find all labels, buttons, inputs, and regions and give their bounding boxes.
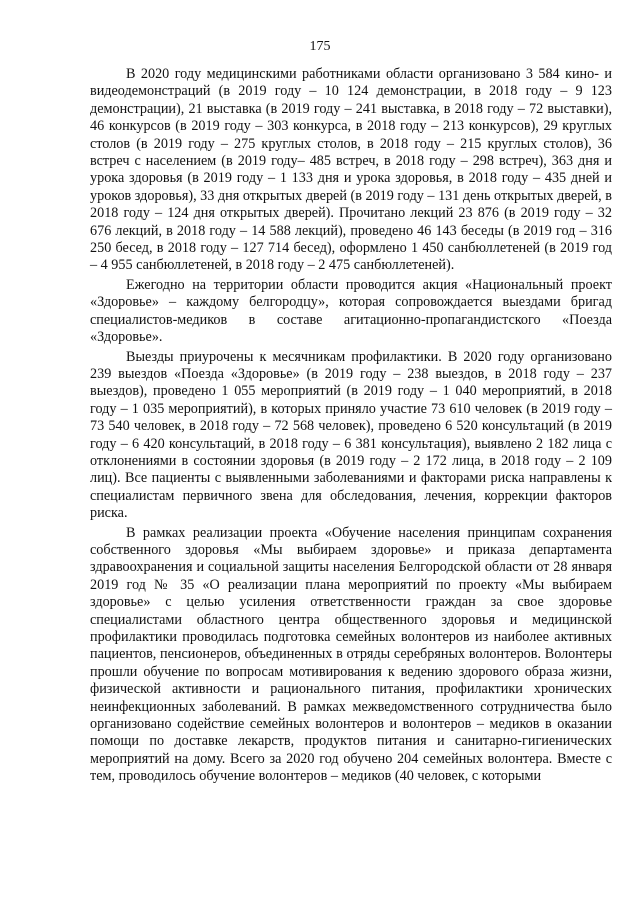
paragraph-train-trips: Выезды приурочены к месячникам профилактики. В 2020 году организовано 239 выездов «Поезда «Здоровье» (в 2019 году – 238 выездов, в 2018 году – 237 выездов), проведено 1 055 мероприятий (в 2019 году – 1 040 мероприятий, в 2018 году – 1 035 мероприятий), в которых приняло участие 73 610 человек (в 2019 году – 73 540 человек, в 2018 году – 72 568 человек), проведено 6 520 консультаций (в 2019 году – 6 420 консультаций, в 2018 году – 6 381 консультация), выявлено 2 182 лица с отклонениями в состоянии здоровья (в 2019 году – 2 172 лица, в 2018 году – 2 109 лиц). Все пациенты с выявленными заболеваниями и факторами риска направлены к специалистам первичного звена для обследования, лечения, коррекции факторов риска. — [90, 348, 612, 522]
paragraph-health-events: В 2020 году медицинскими работниками области организовано 3 584 кино- и видеодемонстраций (в 2019 году – 10 124 демонстрации, в 2018 году – 9 123 демонстрации), 21 выставка (в 2019 году – 241 выставка, в 2018 году – 72 выставки), 46 конкурсов (в 2019 году – 303 конкурса, в 2018 году – 213 конкурсов), 29 круглых столов (в 2019 году – 275 круглых столов, в 2018 году – 215 круглых столов), 36 встреч с населением (в 2019 году– 485 встреч, в 2018 году – 298 встреч), 363 дня и урока здоровья (в 2019 году – 1 133 дня и урока здоровья, в 2018 году – 435 дней и уроков здоровья), 33 дня открытых дверей (в 2019 году – 131 день открытых дверей, в 2018 году – 124 дня открытых дверей). Прочитано лекций 23 876 (в 2019 году – 32 676 лекций, в 2018 году – 14 588 лекций), проведено 46 143 беседы (в 2019 год – 316 250 бесед, в 2018 году – 127 714 бесед), оформлено 1 450 санбюллетеней (в 2019 год – 4 955 санбюллетеней, в 2018 году – 2 475 санбюллетеней). — [90, 66, 612, 274]
paragraph-volunteers: В рамках реализации проекта «Обучение населения принципам сохранения собственного здоровья «Мы выбираем здоровье» и приказа департамента здравоохранения и социальной защиты населения Белгородской области от 28 января 2019 год № 35 «О реализации плана мероприятий по проекту «Мы выбираем здоровье» с целью усиления ответственности граждан за свое здоровье специалистами областного центра общественного здоровья и медицинской профилактики проводилась подготовка семейных волонтеров из наиболее активных пациентов, пенсионеров, объединенных в отряды серебряных волонтеров. Волонтеры прошли обучение по вопросам мотивирования к ведению здорового образа жизни, физической активности и рационального питания, профилактики хронических неинфекционных заболеваний. В рамках межведомственного сотрудничества было организовано содействие семейных волонтеров и волонтеров – медиков в оказании помощи по доставке лекарств, продуктов питания и санитарно-гигиенических мероприятий на дому. Всего за 2020 год обучено 204 семейных волонтера. Вместе с тем, проводилось обучение волонтеров – медиков (40 человек, с которыми — [90, 524, 612, 785]
body-text — [90, 66, 612, 786]
paragraph-health-train-campaign: Ежегодно на территории области проводится акция «Национальный проект «Здоровье» – каждому белгородцу», которая сопровождается выездами бригад специалистов-медиков в составе агитационно-пропагандистского «Поезда «Здоровье». — [90, 276, 612, 346]
page-number: 175 — [309, 39, 331, 54]
